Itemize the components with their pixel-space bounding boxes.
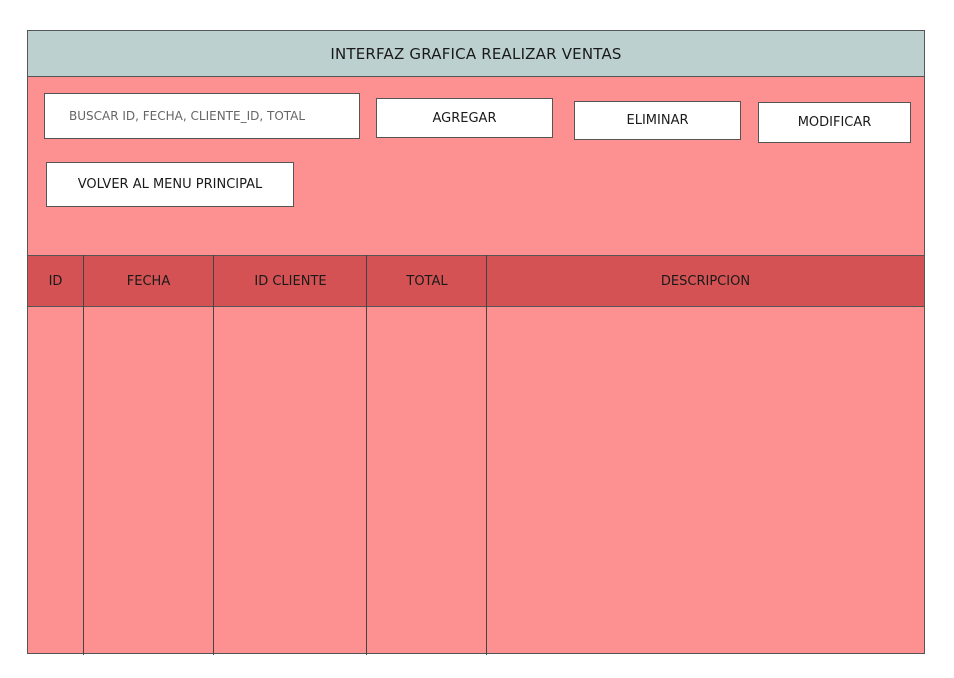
search-input[interactable]: BUSCAR ID, FECHA, CLIENTE_ID, TOTAL — [44, 93, 360, 139]
column-divider — [366, 255, 367, 655]
column-header-descripcion[interactable]: DESCRIPCION — [660, 273, 751, 289]
delete-button[interactable]: ELIMINAR — [574, 101, 741, 140]
back-to-main-menu-button[interactable]: VOLVER AL MENU PRINCIPAL — [46, 162, 294, 207]
column-header-id[interactable]: ID — [48, 273, 63, 289]
column-divider — [213, 255, 214, 655]
column-header-id-cliente[interactable]: ID CLIENTE — [254, 273, 327, 289]
add-button[interactable]: AGREGAR — [376, 98, 553, 138]
column-header-fecha[interactable]: FECHA — [126, 273, 171, 289]
column-header-total[interactable]: TOTAL — [406, 273, 448, 289]
modify-button[interactable]: MODIFICAR — [758, 102, 911, 143]
sales-window — [27, 30, 925, 654]
column-divider — [486, 255, 487, 655]
sales-table-body[interactable] — [28, 307, 924, 653]
column-divider — [83, 255, 84, 655]
window-title: INTERFAZ GRAFICA REALIZAR VENTAS — [28, 31, 924, 77]
sales-table-header — [28, 255, 924, 307]
